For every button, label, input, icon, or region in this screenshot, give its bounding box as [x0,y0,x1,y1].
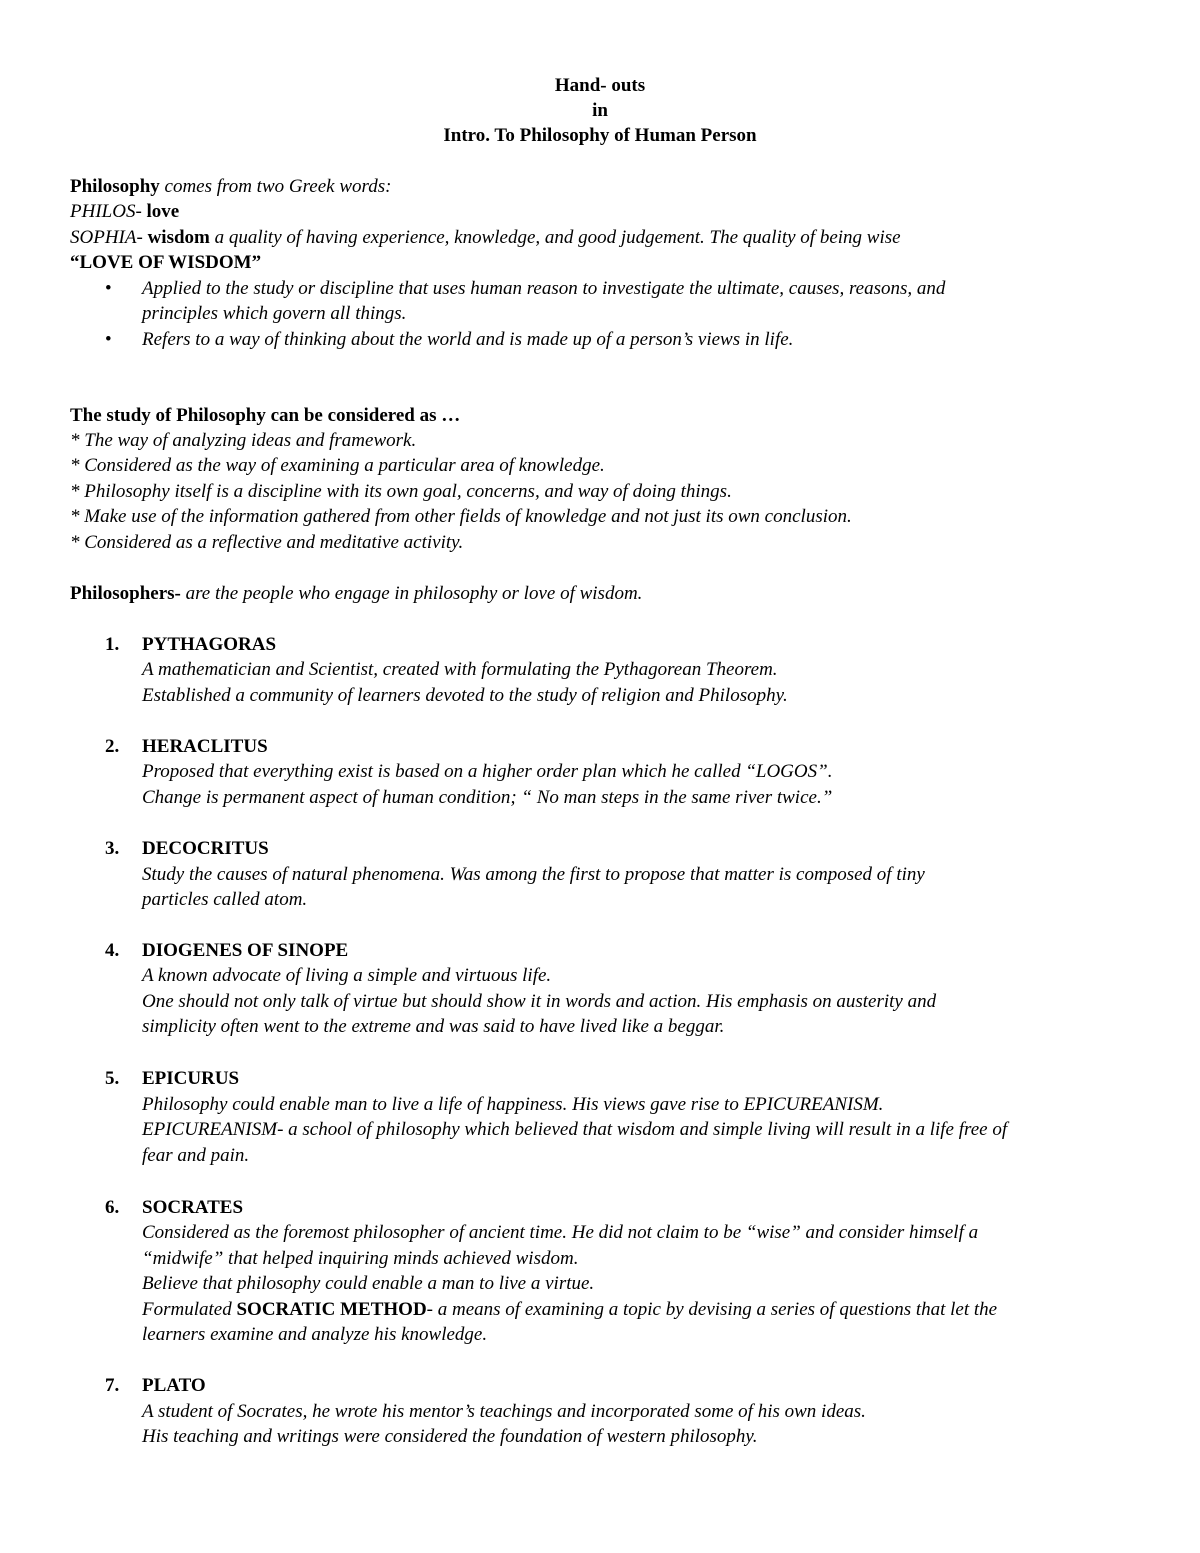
study-item: * The way of analyzing ideas and framework. [70,430,417,451]
title-line-3: Intro. To Philosophy of Human Person [443,125,757,146]
study-item: * Considered as the way of examining a particular area of knowledge. [70,455,605,476]
philosopher-desc: Study the causes of natural phenomena. Was among the first to propose that matter is composed of tiny [142,864,925,885]
socratic-method-line [142,1297,997,1323]
philosophy-text: comes from two Greek words: [159,176,392,197]
philosopher-desc: EPICUREANISM- a school of philosophy which believed that wisdom and simple living will result in a life free of [142,1119,1008,1140]
philos-meaning: love [141,201,180,222]
list-number: 2. [105,736,120,757]
list-number: 5. [105,1068,120,1089]
sophia-text: a quality of having experience, knowledge, and good judgement. The quality of being wise [209,227,901,248]
philosopher-desc: One should not only talk of virtue but should show it in words and action. His emphasis on austerity and [142,991,937,1012]
philos-term: PHILOS- [70,201,142,222]
socratic-method-term: SOCRATIC METHOD [236,1299,427,1320]
philosopher-name: HERACLITUS [142,736,268,757]
philosopher-desc: Change is permanent aspect of human condition; “ No man steps in the same river twice.” [142,787,833,808]
philosopher-name: SOCRATES [142,1197,244,1218]
bullet-text-1-cont: principles which govern all things. [142,303,407,324]
philosopher-desc: Established a community of learners devoted to the study of religion and Philosophy. [142,685,788,706]
philosopher-desc: particles called atom. [142,889,308,910]
philosopher-name: PLATO [142,1375,206,1396]
philosophy-term: Philosophy [70,176,160,197]
philosopher-name: EPICURUS [142,1068,240,1089]
formulated-text: Formulated [142,1299,237,1320]
philosophers-definition [70,581,642,607]
philosopher-desc: A mathematician and Scientist, created with formulating the Pythagorean Theorem. [142,659,778,680]
study-item: * Make use of the information gathered from other fields of knowledge and not just its own conclusion. [70,506,852,527]
bullet-marker: • [105,278,112,299]
sophia-definition [70,225,901,251]
philosopher-desc: fear and pain. [142,1145,250,1166]
philosophers-text: are the people who engage in philosophy or love of wisdom. [180,583,643,604]
philosopher-desc: A known advocate of living a simple and virtuous life. [142,965,552,986]
study-heading: The study of Philosophy can be considered as … [70,405,461,426]
bullet-marker: • [105,329,112,350]
philosopher-name: PYTHAGORAS [142,634,277,655]
list-number: 1. [105,634,120,655]
title-line-2: in [592,100,608,121]
study-item: * Considered as a reflective and meditative activity. [70,532,464,553]
philosopher-desc: Believe that philosophy could enable a man to live a virtue. [142,1273,595,1294]
philos-definition [70,199,179,225]
philosopher-desc: His teaching and writings were considered the foundation of western philosophy. [142,1426,758,1447]
philosopher-desc: learners examine and analyze his knowledge. [142,1324,488,1345]
love-of-wisdom: “LOVE OF WISDOM” [70,252,262,273]
list-number: 6. [105,1197,120,1218]
philosopher-desc: A student of Socrates, he wrote his mentor’s teachings and incorporated some of his own ideas. [142,1401,866,1422]
title-line-1: Hand- outs [554,75,646,96]
study-item: * Philosophy itself is a discipline with its own goal, concerns, and way of doing things. [70,481,732,502]
socratic-method-text: - a means of examining a topic by devising a series of questions that let the [426,1299,998,1320]
list-number: 4. [105,940,120,961]
list-number: 3. [105,838,120,859]
philosopher-name: DECOCRITUS [142,838,269,859]
philosopher-desc: Considered as the foremost philosopher of ancient time. He did not claim to be “wise” and consider himself a [142,1222,979,1243]
philosopher-desc: “midwife” that helped inquiring minds achieved wisdom. [142,1248,579,1269]
list-number: 7. [105,1375,120,1396]
philosophers-term: Philosophers- [70,583,181,604]
bullet-text-2: Refers to a way of thinking about the world and is made up of a person’s views in life. [142,329,794,350]
sophia-term: SOPHIA- [70,227,143,248]
sophia-meaning: wisdom [142,227,210,248]
philosopher-name: DIOGENES OF SINOPE [142,940,349,961]
philosopher-desc: simplicity often went to the extreme and was said to have lived like a beggar. [142,1016,725,1037]
philosopher-desc: Philosophy could enable man to live a life of happiness. His views gave rise to EPICUREANISM. [142,1094,884,1115]
philosophy-definition [70,174,391,200]
philosopher-desc: Proposed that everything exist is based on a higher order plan which he called “LOGOS”. [142,761,833,782]
bullet-text-1: Applied to the study or discipline that uses human reason to investigate the ultimate, causes, reasons, and [142,278,946,299]
